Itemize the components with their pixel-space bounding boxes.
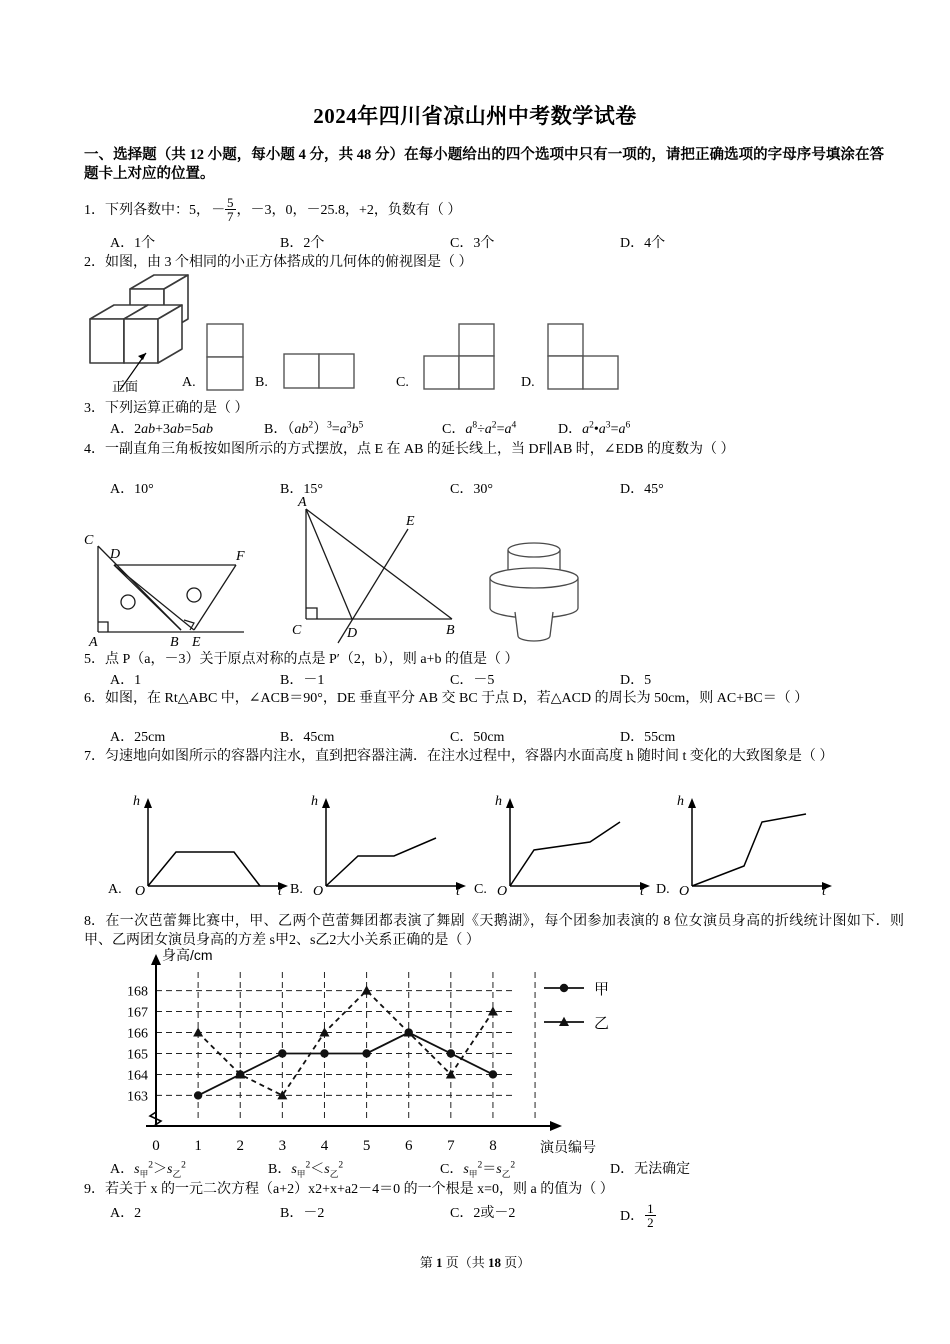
question-9-number: 9．: [84, 1182, 105, 1197]
option-4-c[interactable]: C．30°: [450, 482, 493, 497]
y-tick-label: 167: [127, 1005, 148, 1021]
option-3-a[interactable]: A．2ab+3ab=5ab: [110, 422, 213, 437]
option-7-d-graph[interactable]: [674, 790, 842, 899]
option-6-a[interactable]: A．25cm: [110, 730, 166, 745]
footer-page-number: 1: [435, 1255, 443, 1270]
x-tick-label: 2: [236, 1138, 244, 1154]
data-point: [362, 1049, 370, 1057]
question-1-number: 1．: [84, 203, 105, 219]
x-tick-label: 4: [320, 1138, 329, 1154]
svg-text:t: t: [822, 884, 826, 899]
option-7-c-label[interactable]: C.: [474, 882, 487, 897]
question-8-stem: [84, 912, 904, 950]
question-7-stem: [84, 747, 884, 766]
option-8-d[interactable]: D．无法确定: [610, 1162, 691, 1177]
option-2-b-label[interactable]: B.: [255, 375, 268, 390]
y-tick-label: 165: [127, 1047, 148, 1063]
question-3-stem: [84, 399, 884, 418]
label-D: D: [347, 626, 358, 641]
option-5-d[interactable]: D．5: [620, 673, 652, 688]
chart-svg: [104, 947, 634, 1155]
svg-text:h: h: [495, 794, 502, 809]
label-F: F: [236, 549, 245, 564]
label-C: C: [84, 533, 94, 548]
option-1-b[interactable]: B．2个: [280, 236, 325, 251]
option-2-d-figure[interactable]: [546, 322, 622, 392]
page-footer: [0, 1252, 950, 1271]
data-point: [489, 1070, 497, 1078]
option-1-c[interactable]: C．3个: [450, 236, 495, 251]
svg-text:O: O: [497, 884, 508, 899]
question-8-number: 8．: [84, 914, 105, 929]
legend-label: 乙: [594, 1015, 610, 1032]
y-tick-label: 166: [127, 1026, 148, 1042]
option-8-b[interactable]: B．$s_甲^2<s_乙^2$: [268, 1160, 344, 1179]
question-9-stem: [84, 1180, 904, 1199]
x-tick-label: 8: [489, 1138, 497, 1154]
label-E: E: [406, 514, 415, 529]
question-8-text: 在一次芭蕾舞比赛中，甲、乙两个芭蕾舞团都表演了舞剧《天鹅湖》，每个团参加表演的 8 位女演员身高的折线统计图如下．则甲、乙两团女演员身高的方差 s甲2、s乙2大小关系正确的是（ ）: [84, 914, 904, 948]
label-A: A: [298, 495, 307, 510]
data-point: [278, 1049, 286, 1057]
label-D: D: [110, 547, 121, 562]
question-2-number: 2．: [84, 255, 105, 270]
svg-text:h: h: [133, 794, 140, 809]
option-7-b-label[interactable]: B.: [290, 882, 303, 897]
data-point: [194, 1091, 202, 1099]
data-point: [193, 1027, 203, 1036]
svg-text:t: t: [640, 884, 644, 899]
svg-text:h: h: [677, 794, 684, 809]
x-tick-label: 0: [152, 1138, 160, 1154]
question-2-text: 如图，由 3 个相同的小正方体搭成的几何体的俯视图是（ ）: [105, 255, 473, 270]
data-point: [362, 985, 372, 994]
label-B: B: [446, 623, 455, 638]
svg-text:O: O: [135, 884, 146, 899]
option-2-a-label[interactable]: A.: [182, 375, 196, 390]
question-6-number: 6．: [84, 691, 105, 706]
series-line-甲: [198, 1033, 493, 1096]
footer-total-pages: 18: [488, 1255, 501, 1270]
question-5-text: 点 P（a，－3）关于原点对称的点是 P′（2，b），则 a+b 的值是（ ）: [105, 652, 519, 667]
data-point: [447, 1049, 455, 1057]
option-7-a-label[interactable]: A.: [108, 882, 122, 897]
option-3-c[interactable]: C．$a^8\div a^2=a^4$: [442, 420, 517, 437]
y-tick-label: 164: [127, 1068, 148, 1084]
option-8-a[interactable]: A．$s_甲^2>s_乙^2$: [110, 1160, 186, 1179]
option-2-d-label[interactable]: D.: [521, 375, 535, 390]
x-axis-title: 演员编号: [540, 1139, 596, 1155]
option-6-b[interactable]: B．45cm: [280, 730, 335, 745]
question-6-stem: [84, 689, 884, 708]
height-line-chart: [104, 947, 634, 1155]
option-4-a[interactable]: A．10°: [110, 482, 154, 497]
svg-text:O: O: [313, 884, 324, 899]
question-3-number: 3．: [84, 401, 105, 416]
label-A: A: [89, 635, 98, 650]
option-3-d[interactable]: D．$a^2•a^3=a^6$: [558, 420, 631, 437]
option-3-b[interactable]: B．$(ab^2)^3=a^3b^5$: [264, 420, 364, 437]
front-view-label: 正面: [112, 379, 139, 394]
option-5-c[interactable]: C．－5: [450, 673, 495, 688]
option-2-c-figure[interactable]: [422, 322, 498, 392]
series-line-乙: [198, 991, 493, 1096]
question-1-fraction: $\frac{5}{7}$: [227, 195, 234, 225]
vessel-figure: [482, 528, 602, 650]
footer-prefix: 第: [419, 1255, 433, 1270]
option-5-b[interactable]: B．－1: [280, 673, 325, 688]
question-4-stem: [84, 440, 906, 459]
option-9-c[interactable]: C．2或－2: [450, 1206, 516, 1221]
question-5-stem: [84, 650, 884, 669]
option-7-b-graph[interactable]: [308, 790, 476, 899]
option-2-c-label[interactable]: C.: [396, 375, 409, 390]
y-tick-label: 168: [127, 984, 148, 1000]
question-2-stem: [84, 253, 884, 272]
x-tick-label: 1: [194, 1138, 202, 1154]
x-tick-label: 5: [362, 1138, 371, 1154]
question-5-number: 5．: [84, 652, 105, 667]
option-9-d-fraction: $\frac{1}{2}$: [647, 1201, 654, 1231]
section-heading: 一、选择题（共 12 小题，每小题 4 分，共 48 分）在每小题给出的四个选项中只有一项的，请把正确选项的字母序号填涂在答题卡上对应的位置。: [84, 147, 884, 182]
y-axis-title: 身高/cm: [162, 947, 213, 963]
footer-suffix: 页）: [504, 1255, 531, 1270]
data-point: [319, 1027, 329, 1036]
question-7-text: 匀速地向如图所示的容器内注水，直到把容器注满．在注水过程中，容器内水面高度 h 随时间 t 变化的大致图象是（ ）: [105, 749, 834, 764]
option-6-c[interactable]: C．50cm: [450, 730, 505, 745]
option-2-a-figure[interactable]: [205, 322, 245, 392]
option-9-d[interactable]: D． $\frac{1}{2}$: [620, 1201, 654, 1231]
option-4-d[interactable]: D．45°: [620, 482, 664, 497]
data-point: [488, 1006, 498, 1015]
question-9-text: 若关于 x 的一元二次方程（a+2）x2+x+a2－4＝0 的一个根是 x=0，则 a 的值为（ ）: [105, 1182, 614, 1197]
page-title: 2024年四川省凉山州中考数学试卷: [313, 104, 637, 128]
option-5-a[interactable]: A．1: [110, 673, 142, 688]
svg-text:t: t: [278, 884, 282, 899]
set-squares-figure: [84, 522, 274, 650]
option-9-a[interactable]: A．2: [110, 1206, 142, 1221]
label-C: C: [292, 623, 302, 638]
option-7-a-graph[interactable]: [130, 790, 298, 899]
svg-text:O: O: [679, 884, 690, 899]
question-4-text: 一副直角三角板按如图所示的方式摆放，点 E 在 AB 的延长线上，当 DF∥AB 时，∠EDB 的度数为（ ）: [105, 442, 735, 457]
right-triangle-figure: [280, 495, 465, 647]
label-B: B: [170, 635, 179, 650]
svg-text:t: t: [456, 884, 460, 899]
question-7-number: 7．: [84, 749, 105, 764]
option-7-c-graph[interactable]: [492, 790, 660, 899]
option-4-b[interactable]: B．15°: [280, 482, 323, 497]
question-4-number: 4．: [84, 442, 105, 457]
question-1-stem: 1．下列各数中：5，－ $\frac{5}{7}$ ，－3，0，－25.8，+2，负数有（ ）: [84, 195, 462, 225]
footer-mid: 页（共: [445, 1255, 485, 1270]
option-1-a[interactable]: A．1个: [110, 236, 156, 251]
data-point: [320, 1049, 328, 1057]
question-6-text: 如图，在 Rt△ABC 中，∠ACB＝90°，DE 垂直平分 AB 交 BC 于点 D，若△ACD 的周长为 50cm，则 AC+BC＝（ ）: [105, 691, 809, 706]
question-3-text: 下列运算正确的是（ ）: [105, 401, 249, 416]
x-tick-label: 3: [278, 1138, 287, 1154]
option-7-d-label[interactable]: D.: [656, 882, 670, 897]
svg-text:h: h: [311, 794, 318, 809]
x-tick-label: 6: [404, 1138, 413, 1154]
option-6-d[interactable]: D．55cm: [620, 730, 676, 745]
option-1-d[interactable]: D．4个: [620, 236, 666, 251]
legend-label: 甲: [594, 981, 610, 998]
question-1-text-b: ，－3，0，－25.8，+2，负数有（ ）: [236, 203, 462, 219]
option-8-c[interactable]: C．$s_甲^2=s_乙^2$: [440, 1160, 516, 1179]
option-2-b-figure[interactable]: [282, 352, 358, 392]
label-E: E: [192, 635, 201, 650]
option-9-b[interactable]: B．－2: [280, 1206, 325, 1221]
y-tick-label: 163: [127, 1089, 148, 1105]
cube-solid-figure: [84, 272, 219, 394]
x-tick-label: 7: [447, 1138, 455, 1154]
question-1-text-a: 下列各数中：5，: [105, 203, 210, 219]
